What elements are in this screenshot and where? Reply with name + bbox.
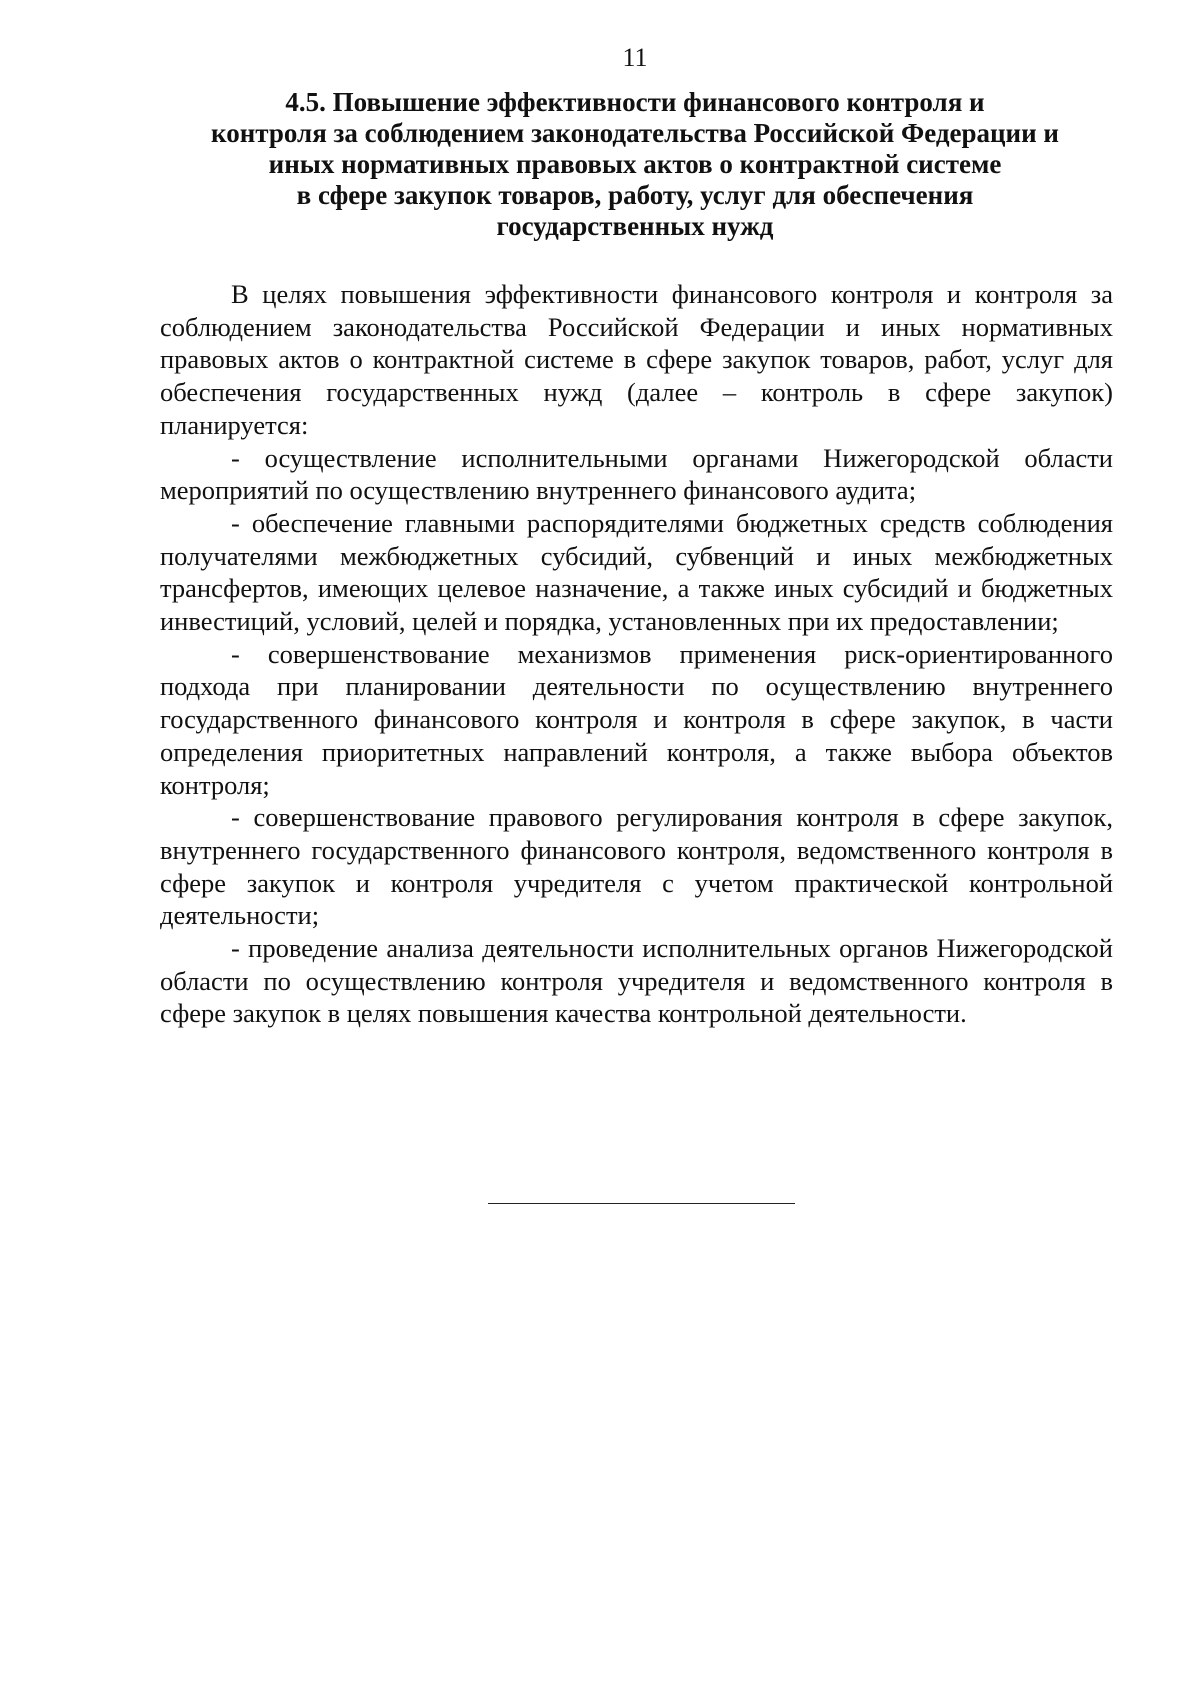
heading-line: в сфере закупок товаров, работу, услуг для обеспечения — [296, 180, 974, 210]
closing-divider-line — [488, 1203, 795, 1204]
heading-line: контроля за соблюдением законодательства Российской Федерации и — [211, 118, 1059, 148]
intro-paragraph: В целях повышения эффективности финансового контроля и контроля за соблюдением законодательства Российской Федерации и иных нормативных правовых актов о контрактной системе в сфере закупок товаров, работ, услуг для обеспечения государственных нужд (далее – контроль в сфере закупок) планируется: — [160, 279, 1113, 440]
list-item: - совершенствование правового регулирования контроля в сфере закупок, внутреннего государственного финансового контроля, ведомственного контроля в сфере закупок и контроля учредителя с учетом практической контрольной деятельности; — [160, 802, 1113, 931]
page-number: 11 — [622, 43, 648, 72]
list-item: - проведение анализа деятельности исполнительных органов Нижегородской области по осуществлению контроля учредителя и ведомственного контроля в сфере закупок в целях повышения качества контрольной деятельности. — [160, 933, 1113, 1029]
list-item: - осуществление исполнительными органами Нижегородской области мероприятий по осуществлению внутреннего финансового аудита; — [160, 442, 1113, 506]
heading-line: иных нормативных правовых актов о контрактной системе — [268, 149, 1002, 179]
section-heading — [150, 87, 1120, 242]
list-item: - обеспечение главными распорядителями бюджетных средств соблюдения получателями межбюджетных субсидий, субвенций и иных межбюджетных трансфертов, имеющих целевое назначение, а также иных субсидий и бюджетных инвестиций, условий, целей и порядка, установленных при их предоставлении; — [160, 507, 1113, 637]
heading-line: государственных нужд — [496, 211, 774, 241]
heading-line: 4.5. Повышение эффективности финансового контроля и — [285, 87, 985, 117]
body-text — [160, 278, 1113, 1030]
list-item: - совершенствование механизмов применения риск-ориентированного подхода при планировании деятельности по осуществлению внутреннего государственного финансового контроля и контроля в сфере закупок, в части определения приоритетных направлений контроля, а также выбора объектов контроля; — [160, 638, 1113, 800]
